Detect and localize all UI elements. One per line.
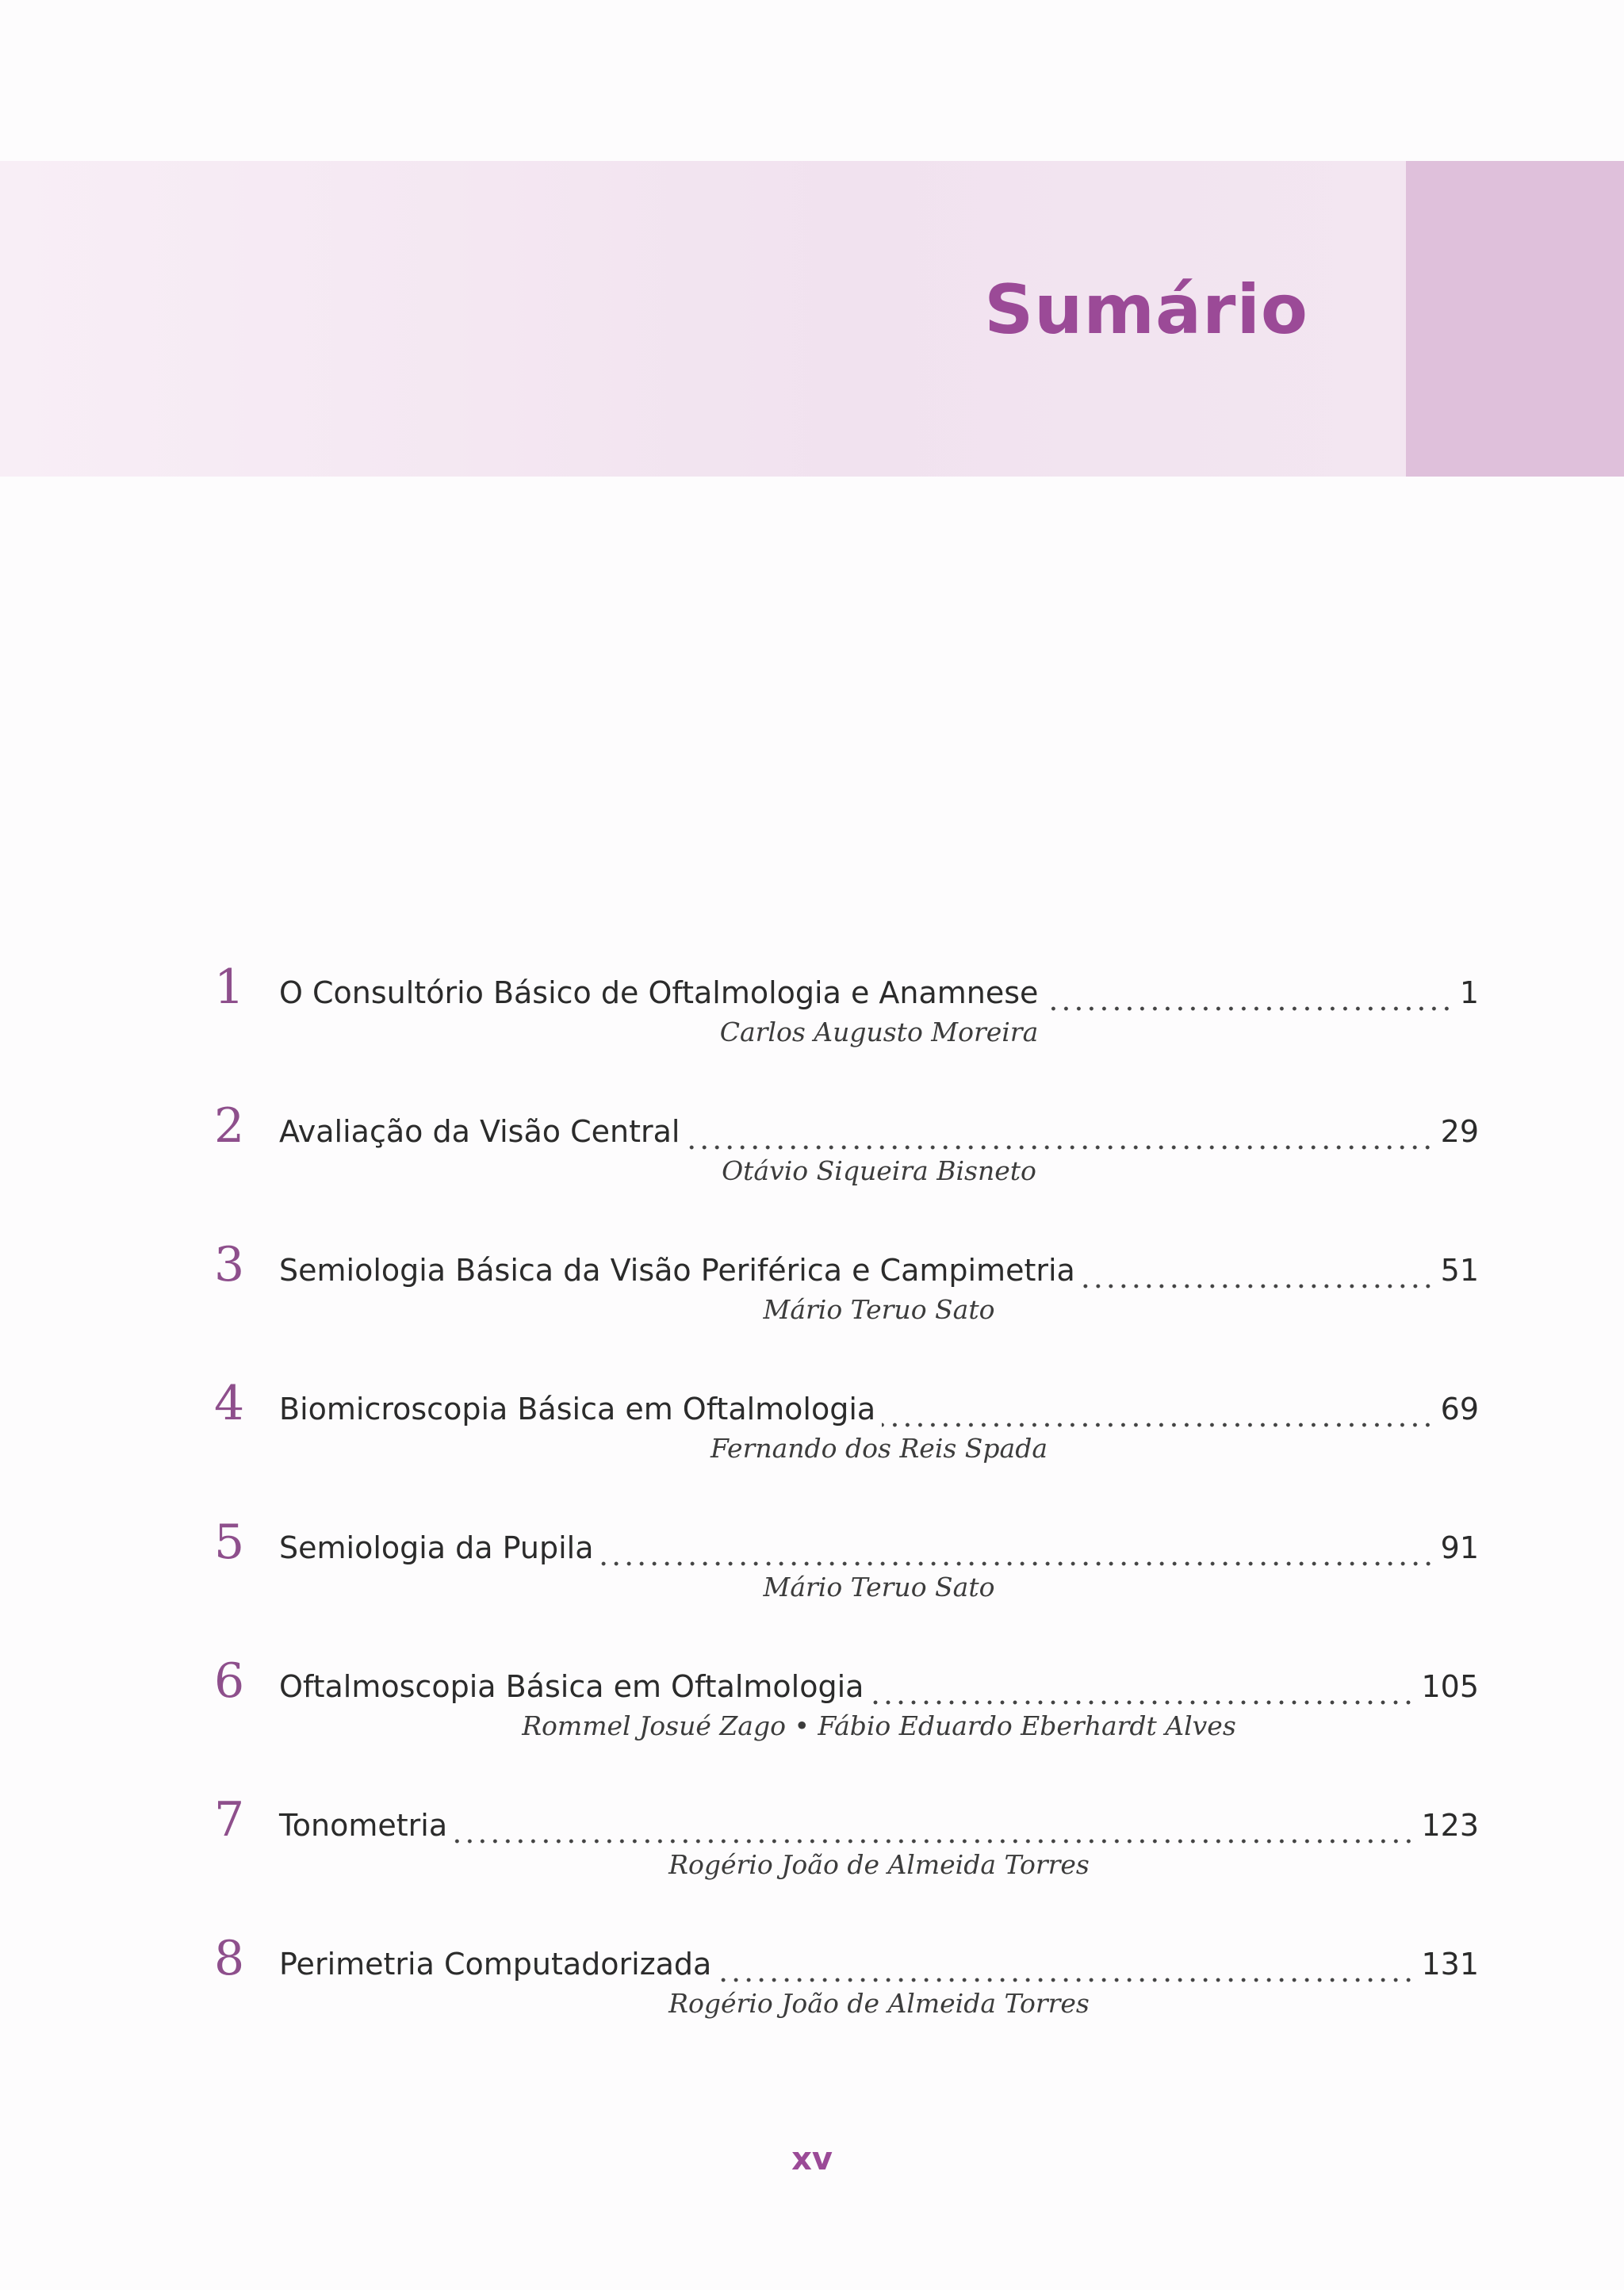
chapter-page: 105 (1421, 1669, 1479, 1704)
chapter-title[interactable]: O Consultório Básico de Oftalmologia e Anamnese (279, 975, 1039, 1010)
toc-entry (214, 1653, 1479, 1796)
chapter-page: 29 (1440, 1114, 1479, 1149)
dot-leader (870, 1700, 1415, 1705)
dot-leader (454, 1839, 1415, 1844)
toc-entry (214, 1237, 1479, 1380)
chapter-title[interactable]: Tonometria (279, 1808, 448, 1843)
chapter-number: 3 (214, 1237, 245, 1292)
dot-leader (686, 1145, 1434, 1150)
chapter-author: Mário Teruo Sato (763, 1294, 995, 1325)
toc-entry (214, 1098, 1479, 1241)
dot-leader (1044, 1006, 1453, 1011)
chapter-number: 2 (214, 1098, 245, 1154)
chapter-number: 7 (214, 1792, 245, 1848)
chapter-author: Carlos Augusto Moreira (719, 1017, 1039, 1047)
dot-leader (1082, 1284, 1434, 1289)
chapter-title[interactable]: Perimetria Computadorizada (279, 1947, 712, 1982)
chapter-number: 4 (214, 1376, 245, 1431)
page-title: Sumário (984, 270, 1308, 350)
toc-entry (214, 1931, 1479, 2074)
dot-leader (882, 1423, 1434, 1427)
table-of-contents (214, 959, 1479, 2074)
chapter-page: 91 (1440, 1530, 1479, 1565)
chapter-page: 1 (1459, 975, 1479, 1010)
header-accent-block (1406, 161, 1624, 477)
chapter-title[interactable]: Oftalmoscopia Básica em Oftalmologia (279, 1669, 864, 1704)
chapter-title[interactable]: Semiologia Básica da Visão Periférica e Campimetria (279, 1253, 1075, 1288)
chapter-page: 123 (1421, 1808, 1479, 1843)
chapter-author: Mário Teruo Sato (763, 1572, 995, 1603)
chapter-number: 5 (214, 1515, 245, 1570)
chapter-author: Fernando dos Reis Spada (710, 1433, 1048, 1464)
page-number: xv (791, 2141, 833, 2177)
chapter-title[interactable]: Biomicroscopia Básica em Oftalmologia (279, 1392, 876, 1426)
chapter-author: Otávio Siqueira Bisneto (722, 1155, 1036, 1186)
chapter-title[interactable]: Avaliação da Visão Central (279, 1114, 680, 1149)
chapter-number: 1 (214, 959, 245, 1015)
chapter-title[interactable]: Semiologia da Pupila (279, 1530, 594, 1565)
chapter-author: Rogério João de Almeida Torres (668, 1849, 1090, 1880)
toc-entry (214, 1376, 1479, 1518)
toc-entry (214, 1515, 1479, 1657)
chapter-author: Rogério João de Almeida Torres (668, 1988, 1090, 2019)
chapter-number: 8 (214, 1931, 245, 1986)
dot-leader (718, 1978, 1415, 1982)
chapter-page: 131 (1421, 1947, 1479, 1982)
toc-entry (214, 1792, 1479, 1935)
chapter-number: 6 (214, 1653, 245, 1709)
toc-entry (214, 959, 1479, 1102)
chapter-author: Rommel Josué Zago • Fábio Eduardo Eberhardt Alves (522, 1710, 1236, 1741)
chapter-page: 69 (1440, 1392, 1479, 1426)
chapter-page: 51 (1440, 1253, 1479, 1288)
dot-leader (600, 1561, 1434, 1566)
